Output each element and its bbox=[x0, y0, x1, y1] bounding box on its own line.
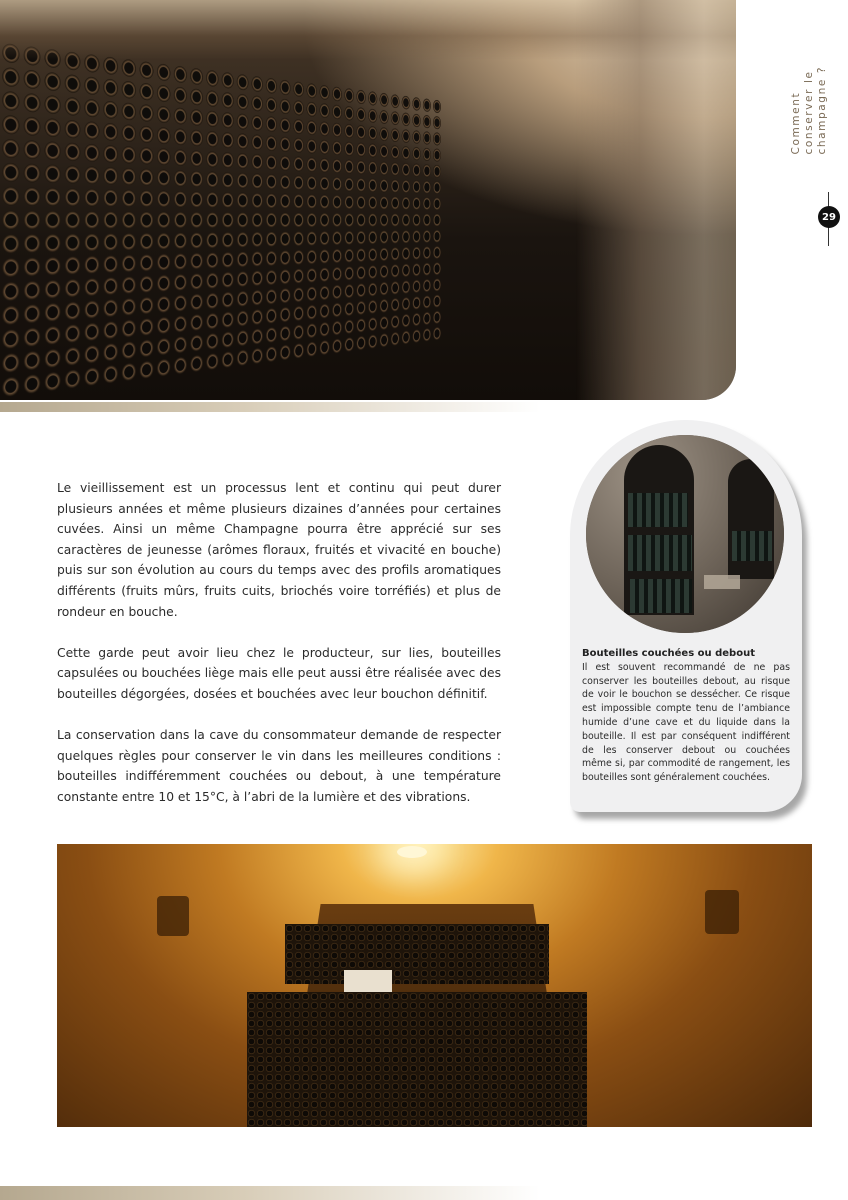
running-title-line-2: conserver le bbox=[802, 70, 815, 155]
sidebar-body: Il est souvent recommandé de ne pas conserver les bouteilles debout, au risque de voir le bouchon se dessécher. Ce risque est impossible compte tenu de l’ambiance humide d’une cave et du liquide dans la bouteille. Il est par conséquent indifférent de les conserver debout ou couchées même si, par commodité de rangement, les bouteilles sont généralement couchées. bbox=[582, 661, 790, 784]
running-title-line-1: Comment bbox=[789, 91, 802, 155]
bottle-rows bbox=[0, 40, 442, 400]
running-title bbox=[782, 66, 836, 184]
sidebar-photo-cellar-arches bbox=[586, 435, 784, 633]
top-gold-strip bbox=[0, 402, 540, 412]
chalk-wall bbox=[576, 0, 736, 400]
bottom-gold-strip bbox=[0, 1186, 540, 1200]
bottom-photo-cellar-tunnel bbox=[57, 844, 812, 1127]
top-photo-bottle-rack bbox=[0, 0, 736, 400]
body-paragraph-1: Le vieillissement est un processus lent et continu qui peut durer plusieurs années et même plusieurs dizaines d’années pour certaines cuvées. Ainsi un même Champagne pourra être apprécié sur ses caractères de jeunesse (arômes floraux, fruités et vivacité en bouche) puis sur son évolution au cours du temps avec des profils aromatiques différents (fruits mûrs, fruits cuits, briochés voire torréfiés) et plus de rondeur en bouche. bbox=[57, 481, 501, 619]
sidebar-text bbox=[582, 647, 790, 785]
lamp-light bbox=[397, 846, 427, 858]
bottle-stack-back bbox=[285, 924, 549, 984]
body-text bbox=[57, 478, 501, 828]
body-paragraph-3: La conservation dans la cave du consommateur demande de respecter quelques règles pour conserver le vin dans les meilleures conditions : bouteilles indifféremment couchées ou debout, à une température constante entre 10 et 15°C, à l’abri de la lumière et des vibrations. bbox=[57, 728, 501, 804]
running-title-line-3: champagne ? bbox=[815, 66, 828, 155]
stack-label bbox=[344, 970, 392, 992]
body-paragraph-2: Cette garde peut avoir lieu chez le producteur, sur lies, bouteilles capsulées ou bouchées liège mais elle peut aussi être réalisée avec des bouteilles dégorgées, dosées et bouchées avec leur bouchon définitif. bbox=[57, 645, 501, 701]
sidebar-heading: Bouteilles couchées ou debout bbox=[582, 648, 755, 659]
bottle-stack-front bbox=[247, 992, 587, 1127]
page-number: 29 bbox=[818, 206, 840, 228]
